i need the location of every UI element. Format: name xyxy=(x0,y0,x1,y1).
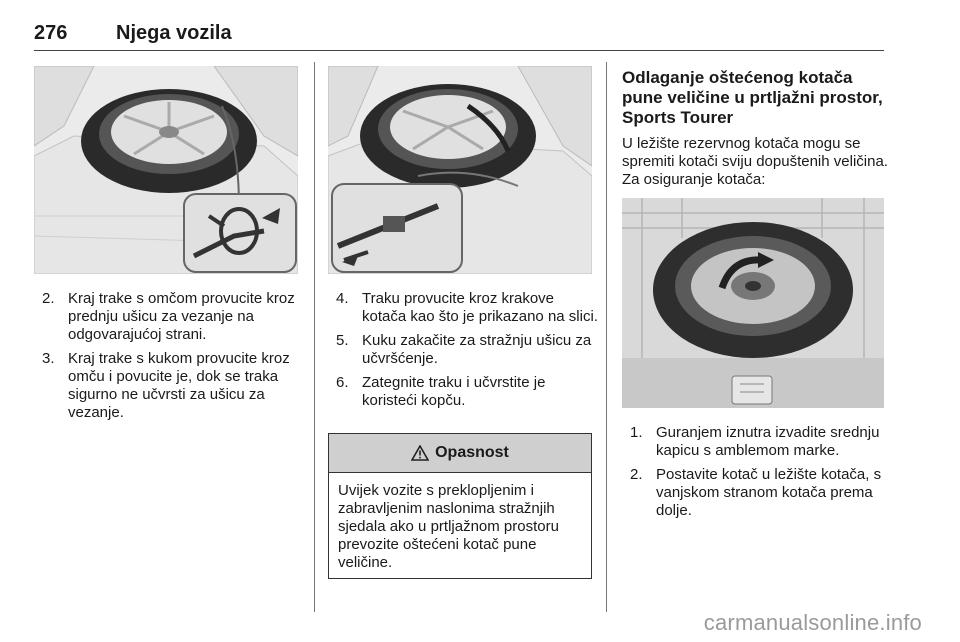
list-item xyxy=(630,424,892,460)
intro-paragraph: U ležište rezervnog kotača mogu se spremiti kotači sviju dopuštenih veličina. Za osiguranje kotača: xyxy=(622,135,888,188)
step-text: Kraj trake s omčom provucite kroz prednju ušicu za vezanje na odgovarajućoj strani. xyxy=(68,290,295,343)
step-number: 2. xyxy=(42,290,55,307)
step-text: Kuku zakačite za stražnju ušicu za učvršćenje. xyxy=(362,332,592,367)
list-item xyxy=(42,350,304,422)
step-text: Postavite kotač u ležište kotača, s vanjskom stranom kotača prema dolje. xyxy=(656,466,882,519)
step-text: Traku provucite kroz krakove kotača kao što je prikazano na slici. xyxy=(362,290,598,325)
step-number: 2. xyxy=(630,466,643,483)
spare-wheel-well-illustration xyxy=(622,198,884,408)
page-title: Njega vozila xyxy=(116,22,232,44)
step-number: 6. xyxy=(336,374,349,391)
section-title: Odlaganje oštećenog kotača pune veličine u prtljažni prostor, Sports Tourer xyxy=(622,68,883,127)
warning-title: Opasnost xyxy=(435,444,509,461)
list-item xyxy=(336,374,598,410)
warning-text: Uvijek vozite s preklopljenim i zabravljenim naslonima stražnjih sjedala ako u prtljažnom prostoru prevozite oštećeni kotač pune veličine. xyxy=(338,482,559,571)
middle-steps-list xyxy=(336,290,598,416)
spare-wheel-strap-buckle-illustration xyxy=(328,66,592,274)
right-steps-list xyxy=(630,424,892,526)
step-number: 4. xyxy=(336,290,349,307)
warning-box xyxy=(328,433,592,579)
page-header xyxy=(34,20,884,51)
column-divider xyxy=(606,62,607,612)
list-item xyxy=(336,290,598,326)
list-item xyxy=(42,290,304,344)
left-steps-list xyxy=(42,290,304,428)
warning-header xyxy=(329,434,591,473)
list-item xyxy=(630,466,892,520)
step-text: Kraj trake s kukom provucite kroz omču i povucite je, dok se traka sigurno ne učvrsti za ušicu za vezanje. xyxy=(68,350,290,421)
watermark: carmanualsonline.info xyxy=(703,610,922,635)
step-text: Zategnite traku i učvrstite je koristeći kopču. xyxy=(362,374,546,409)
list-item xyxy=(336,332,598,368)
step-number: 5. xyxy=(336,332,349,349)
step-number: 3. xyxy=(42,350,55,367)
column-divider xyxy=(314,62,315,612)
page-number: 276 xyxy=(34,22,68,44)
step-text: Guranjem iznutra izvadite srednju kapicu s amblemom marke. xyxy=(656,424,880,459)
spare-wheel-strap-loop-illustration xyxy=(34,66,298,274)
step-number: 1. xyxy=(630,424,643,441)
warning-triangle-icon xyxy=(411,445,429,461)
